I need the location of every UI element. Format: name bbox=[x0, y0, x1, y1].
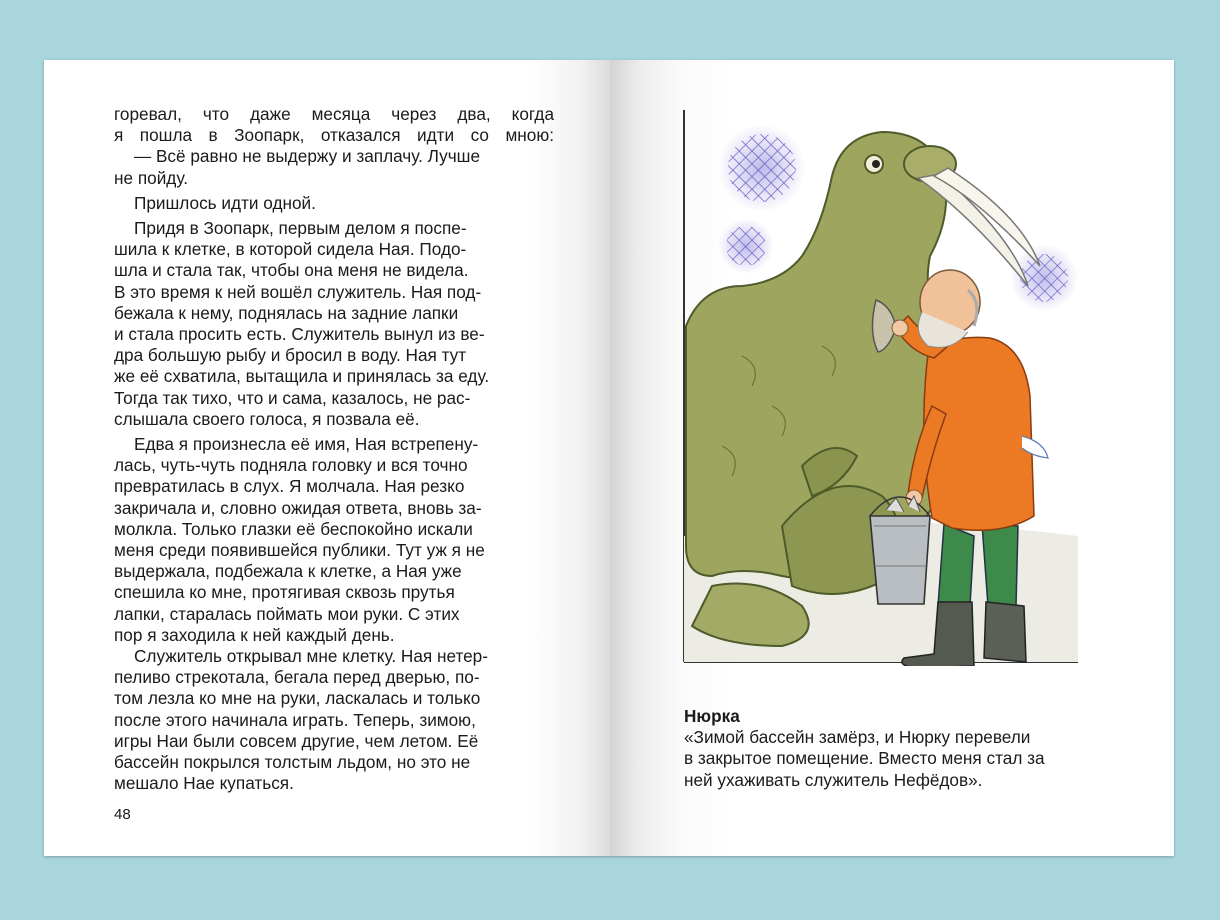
frost-window-1 bbox=[718, 124, 806, 212]
caption-text: «Зимой бассейн замёрз, и Нюрку перевели в закрытое помещение. Вместо меня стал за ней ухаживать служитель Нефёдов». bbox=[684, 727, 1045, 790]
paragraph-4: Придя в Зоопарк, первым делом я поспе- шила к клетке, в которой сидела Ная. Подо- шла и стала так, чтобы она меня не видела. В это время к ней вошёл служитель. Ная под- бежала к нему, поднялась на задние лапки и стала просить есть. Служитель вынул из ве- дра большую рыбу и бросил в воду. Ная тут же её схватила, вытащила и принялась за еду. Тогда так тихо, что и сама, казалось, не рас- слышала своего голоса, я позвала её. bbox=[114, 218, 490, 429]
frost-window-2 bbox=[718, 218, 774, 274]
frost-window-3 bbox=[1010, 244, 1078, 312]
illustration-caption bbox=[684, 706, 1104, 791]
walrus-keeper-illustration bbox=[682, 106, 1082, 666]
illustration-drawing bbox=[682, 106, 1082, 666]
paragraph-5: Едва я произнесла её имя, Ная встрепену- лась, чуть-чуть подняла головку и вся точно превратилась в слух. Я молчала. Ная резко закричала и, словно ожидая ответа, вновь за- молкла. Только глазки её беспокойно искали меня среди появившейся публики. Тут уж я не выдержала, подбежала к клетке, а Ная уже спешила ко мне, протягивая сквозь прутья лапки, старалась поймать мои руки. С этих пор я заходила к ней каждый день. bbox=[114, 434, 485, 645]
story-text bbox=[114, 104, 554, 795]
paragraph-6: Служитель открывал мне клетку. Ная нетер- пеливо стрекотала, бегала перед дверью, по- том лезла ко мне на руки, ласкалась и только после этого начинала играть. Теперь, зимою, игры Наи были совсем другие, чем летом. Её бассейн покрылся толстым льдом, но это не мешало Нае купаться. bbox=[114, 646, 488, 794]
open-book bbox=[44, 60, 1174, 856]
page-number: 48 bbox=[114, 806, 131, 823]
paragraph-1: горевал, что даже месяца через два, когда я пошла в Зоопарк, отказался идти со мною: bbox=[114, 104, 554, 146]
right-page bbox=[610, 60, 1174, 856]
caption-title: Нюрка bbox=[684, 706, 740, 726]
left-page bbox=[44, 60, 610, 856]
paragraph-3: Пришлось идти одной. bbox=[134, 192, 316, 213]
paragraph-2: — Всё равно не выдержу и заплачу. Лучше не пойду. bbox=[114, 146, 481, 188]
